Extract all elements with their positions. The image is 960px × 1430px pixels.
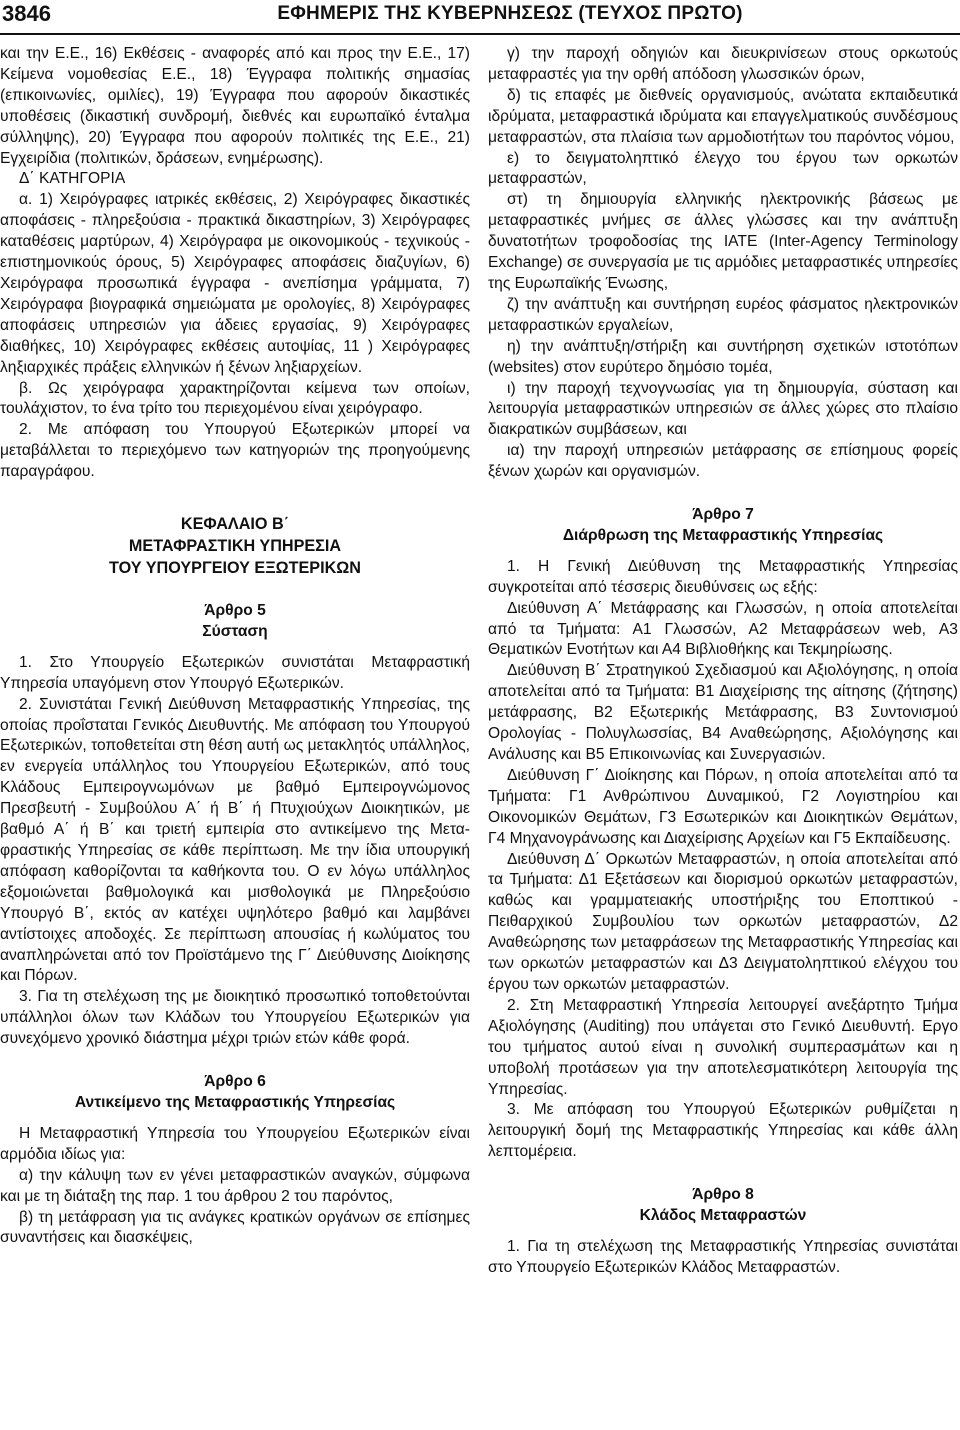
list-item: γ) την παροχή οδηγιών και διευκρινίσεων στους ορκωτούς μεταφραστές για την ορθή απόδοση γλωσσικών όρων, xyxy=(488,45,958,83)
article-title: Άρθρο 6 xyxy=(204,1073,266,1091)
article-title: Άρθρο 5 xyxy=(204,602,266,620)
article-title: Άρθρο 7 xyxy=(692,506,754,524)
article-title: Άρθρο 8 xyxy=(692,1186,754,1204)
page-number: 3846 xyxy=(2,1,51,26)
paragraph: Διεύθυνση Α΄ Μετάφρασης και Γλωσσών, η οποία αποτελείται από τα Τμήματα: Α1 Γλωσσών, Α2 Μεταφράσεων web, Α3 Θεματικών Ενοτήτων και Α4 Βιβλιοθήκης και Τεκμηρίωσης. xyxy=(488,599,958,659)
list-item: ι) την παροχή τεχνογνωσίας για τη δημιουργία, σύσταση και λειτουργία μεταφραστικών υπηρεσιών σε άλλες χώρες στο πλαίσιο διακρατικών συμβάσεων, και xyxy=(488,379,958,439)
list-item: ια) την παροχή υπηρεσιών μετάφρασης σε επίσημους φορείς ξένων χωρών και οργανισμών. xyxy=(488,442,958,481)
paragraph: β. Ως χειρόγραφα χαρακτηρίζονται κείμενα των οποίων, τουλάχιστον, το ένα τρίτο του περιεχομένου είναι χειρόγραφο. xyxy=(0,379,470,418)
article-subtitle: Κλάδος Μεταφραστών xyxy=(639,1207,807,1225)
paragraph: Διεύθυνση Δ΄ Ορκωτών Μεταφραστών, η οποία αποτελείται από τα Τμήματα: Δ1 Εξετάσεων και διορισμού ορκωτών μεταφραστών, καθώς και γραμματειακής υποστήριξης του Εποπτικού - Πειθαρχικού Συμβουλίου των ορκωτών μεταφραστών, Δ2 Αναθεώρησης των μεταφράσεων της Μεταφραστικής Υπηρεσίας και των ορκωτών μεταφραστών και Δ3 Δειγματοληπτικού ελέγχου του έργου των ορκωτών μεταφραστών. xyxy=(488,850,958,993)
gazette-title: ΕΦΗΜΕΡΙΣ ΤΗΣ ΚΥΒΕΡΝΗΣΕΩΣ (ΤΕΥΧΟΣ ΠΡΩΤΟ) xyxy=(277,3,743,24)
page-header xyxy=(0,0,960,38)
paragraph: και την Ε.Ε., 16) Εκθέσεις - αναφορές από και προς την Ε.Ε., 17) Κείμενα νομοθεσίας Ε.Ε., 18) Έγγραφα πολιτικής σημασίας (επικοινωνίες, ομιλίες), 19) Έγγραφα που αφορούν δικαστικές υποθέσεις (δικαστική συνδρομή, διεθνές και ευρωπαϊκό ένταλμα σύλληψης), 20) Έγγραφα που αφορούν πολιτικές της Ε.Ε., 21) Εγχειρίδια (πολιτικών, δράσεων, ενημέρωσης). xyxy=(0,45,470,167)
article-subtitle: Αντικείμενο της Μεταφραστικής Υπηρεσίας xyxy=(74,1093,396,1111)
paragraph: 1. Για τη στελέχωση της Μεταφραστικής Υπηρεσίας συνιστάται στο Υπουργείο Εξωτερικών Κλάδος Μεταφραστών. xyxy=(488,1237,958,1276)
article-subtitle: Διάρθρωση της Μεταφραστικής Υπηρεσίας xyxy=(562,526,884,544)
paragraph: α. 1) Χειρόγραφες ιατρικές εκθέσεις, 2) Χειρόγραφες δικαστικές αποφάσεις - πληρεξούσια - πρακτικά δικαστηρίων, 3) Χειρόγραφες καταθέσεις μαρτύρων, 4) Χειρόγραφα με οικονομικούς - τεχνικούς - επιστημονικούς όρους, 5) Χειρόγραφες αποφάσεις διαζυγίων, 6) Χειρόγραφα προσωπικά έγγραφα - ανεπίσημα γράμματα, 7) Χειρόγραφα βιογραφικά σημειώματα με ορολογίες, 8) Χειρόγραφες αποφάσεις υπηρεσιών για άδειες εργασίας, 9) Χειρόγραφες διαθήκες, 10) Χειρόγραφες εκθέσεις αυτοψίας, 11 ) Χειρόγραφες ληξιαρχικές πράξεις ελληνικών ή ξένων ληξιαρχείων. xyxy=(0,191,470,376)
paragraph: 2. Στη Μεταφραστική Υπηρεσία λειτουργεί ανεξάρτητο Τμήμα Αξιολόγησης (Auditing) που υπάγεται στο Γενικό Διευθυντή. Εργο του τμήματος αυτού είναι η συνολική συμπερασμάτων και η υποβολή προτάσεων για την αποτελεσματικότερη λειτουργία της Υπηρεσίας. xyxy=(488,996,958,1098)
list-item: α) την κάλυψη των εν γένει μεταφραστικών αναγκών, σύμφωνα και με τη διάταξη της παρ. 1 του άρθρου 2 του παρόντος, xyxy=(0,1166,470,1205)
paragraph: 3. Με απόφαση του Υπουργού Εξωτερικών ρυθμίζεται η λειτουργική δομή της Μεταφραστικής Υπηρεσίας και κάθε άλλη λεπτομέρεια. xyxy=(488,1101,958,1161)
list-item: η) την ανάπτυξη/στήριξη και συντήρηση σχετικών ιστοτόπων (websites) στον ευρύτερο δημόσιο τομέα, xyxy=(488,337,958,376)
list-item: ε) το δειγματοληπτικό έλεγχο του έργου των ορκωτών μεταφραστών, xyxy=(488,149,958,188)
list-item: β) τη μετάφραση για τις ανάγκες κρατικών οργάνων σε επίσημες συναντήσεις και διασκέψεις, xyxy=(0,1208,470,1247)
chapter-title: ΤΟΥ ΥΠΟΥΡΓΕΙΟΥ ΕΞΩΤΕΡΙΚΩΝ xyxy=(109,559,361,578)
right-column xyxy=(488,44,958,1424)
article-subtitle: Σύσταση xyxy=(202,622,268,640)
list-item: δ) τις επαφές με διεθνείς οργανισμούς, ανώτατα εκπαιδευτικά ιδρύματα, μεταφραστικά ιδρύματα και επαγγελματικούς συνδέσμους μεταφραστών, στα πλαίσια των αρμοδιοτήτων του παρόντος νόμου, xyxy=(488,86,958,146)
paragraph: 1. Στο Υπουργείο Εξωτερικών συνιστάται Μεταφραστική Υπηρεσία υπαγόμενη στον Υπουργό Εξωτερικών. xyxy=(0,653,470,692)
category-heading: Δ΄ ΚΑΤΗΓΟΡΙΑ xyxy=(19,170,126,188)
paragraph: 3. Για τη στελέχωση της με διοικητικό προσωπικό τοποθετούνται υπάλληλοι όλων των Κλάδων του Υπουργείου Εξωτερικών για συνεχόμενο χρονικό διάστημα μέχρι τριών ετών κάθε φορά. xyxy=(0,988,470,1048)
paragraph: 2. Συνιστάται Γενική Διεύθυνση Μεταφραστικής Υπηρεσίας, της οποίας προΐσταται Γενικός Διευθυντής. Με απόφαση του Υπουργού Εξωτερικών, τοποθετείται στη θέση αυτή ως μετακλητός υπάλληλος, εν ενεργεία υπάλληλος του Υπουργείου Εξωτερικών, από τους Κλάδους Εμπειρογνωμόνων με βαθμό Εμπειρογνώμονος Πρεσβευτή - Συμβούλου Α΄ ή Β΄ ή Πτυχιούχων Διοικητικών, με βαθμό Α΄ ή Β΄ και τριετή εμπειρία στο αντικείμενο της Μεταφραστικής Υπηρεσίας σε κάθε περίπτωση. Με την ίδια υπουργική απόφαση καθορίζονται τα καθήκοντα του. Ο εν λόγω υπάλληλος εξομοιώνεται βαθμολογικά και μισθολογικά με Πληρεξούσιο Υπουργό Β΄, εκτός αν κατέχει υψηλότερο βαθμό και λαμβάνει αντίστοιχες αποδοχές. Σε περίπτωση απουσίας ή κωλύματος του αναπληρώνεται από τον Προϊστάμενο της Γ΄ Διεύθυνσης Διοίκησης και Πόρων. xyxy=(0,695,470,985)
chapter-title: ΚΕΦΑΛΑΙΟ Β΄ xyxy=(180,515,290,534)
list-item: στ) τη δημιουργία ελληνικής ηλεκτρονικής βάσεως με μεταφραστικές μνήμες σε άλλες γλώσσες και την ανάπτυξη δυνατοτήτων τροφοδοσίας της IATE (Inter-Agency Terminology Exchange) σε συνεργασία με τις αρμόδιες μεταφραστικές υπηρεσίες της Ευρωπαϊκής Ένωσης, xyxy=(488,191,958,292)
paragraph: 2. Με απόφαση του Υπουργού Εξωτερικών μπορεί να μεταβάλλεται το περιεχόμενο των κατηγοριών της προηγούμενης παραγράφου. xyxy=(0,421,470,481)
paragraph: Διεύθυνση Γ΄ Διοίκησης και Πόρων, η οποία αποτελείται από τα Τμήματα: Γ1 Ανθρώπινου Δυναμικού, Γ2 Λογιστηρίου και Οικονομικών Θεμάτων, Γ3 Εσωτερικών και Διοικητικών Θεμάτων, Γ4 Μηχανογράνωσης και Διαχείρισης Αρχείων και Γ5 Εκπαίδευσης. xyxy=(488,766,958,847)
paragraph: 1. Η Γενική Διεύθυνση της Μεταφραστικής Υπηρεσίας συγκροτείται από τέσσερις διευθύνσεις ως εξής: xyxy=(488,557,958,596)
paragraph: Η Μεταφραστική Υπηρεσία του Υπουργείου Εξωτερικών είναι αρμόδια ιδίως για: xyxy=(0,1124,470,1163)
paragraph: Διεύθυνση Β΄ Στρατηγικού Σχεδιασμού και Αξιολόγησης, η οποία αποτελείται από τα Τμήματα: Β1 Διαχείρισης της αίτησης (ζήτησης) μετάφρασης, Β2 Εξωτερικής Μετάφρασης, Β3 Συντονισμού Ορολογίας - Πολυγλωσσίας, Β4 Αναθεώρησης, Αξιολόγησης και Ανάλυσης και Β5 Επικοινωνίας και Συνεργασιών. xyxy=(488,662,958,763)
left-column xyxy=(0,44,470,1424)
header-rule xyxy=(0,33,960,35)
list-item: ζ) την ανάπτυξη και συντήρηση ευρέος φάσματος ηλεκτρονικών μεταφραστικών εργαλείων, xyxy=(488,295,958,334)
chapter-title: ΜΕΤΑΦΡΑΣΤΙΚΗ ΥΠΗΡΕΣΙΑ xyxy=(128,537,342,556)
